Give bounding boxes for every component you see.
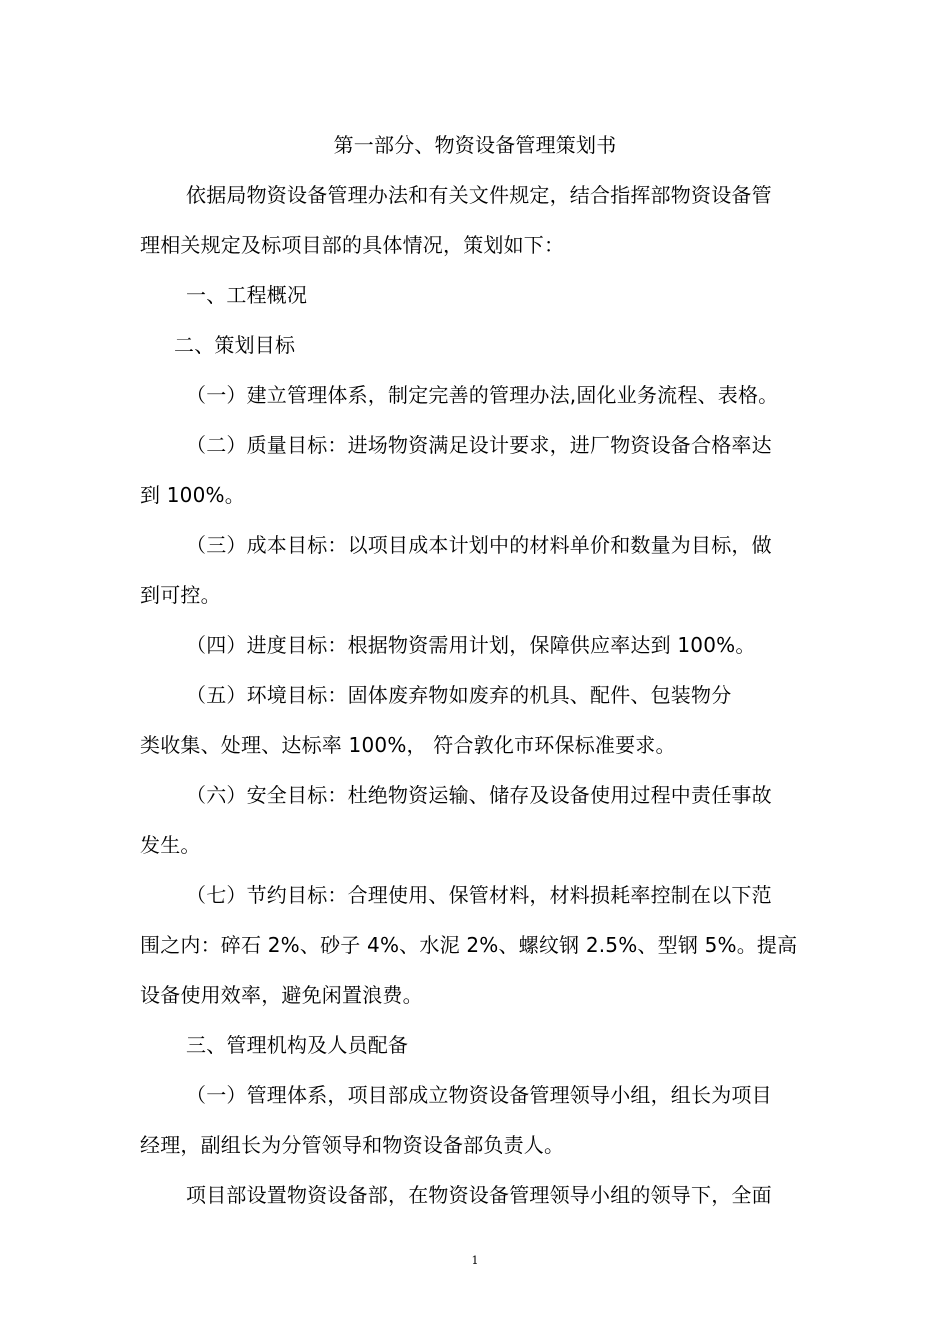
paragraph-line: 项目部设置物资设备部，在物资设备管理领导小组的领导下，全面 [186, 1183, 772, 1207]
paragraph-line: （二）质量目标：进场物资满足设计要求，进厂物资设备合格率达 [186, 433, 772, 457]
paragraph-line: 理相关规定及标项目部的具体情况，策划如下： [140, 233, 565, 257]
paragraph-line: 发生。 [140, 833, 201, 857]
paragraph-line: 经理，副组长为分管领导和物资设备部负责人。 [140, 1133, 565, 1157]
paragraph-line: （五）环境目标：固体废弃物如废弃的机具、配件、包装物分 [186, 683, 732, 707]
paragraph-line: 类收集、处理、达标率 100%， 符合敦化市环保标准要求。 [140, 733, 676, 757]
paragraph-line: 设备使用效率，避免闲置浪费。 [140, 983, 423, 1007]
paragraph-line: （四）进度目标：根据物资需用计划，保障供应率达到 100%。 [186, 633, 756, 657]
paragraph-line: （一）管理体系，项目部成立物资设备管理领导小组，组长为项目 [186, 1083, 772, 1107]
section-heading: 一、工程概况 [186, 283, 308, 307]
paragraph-line: 到 100%。 [140, 483, 245, 507]
section-heading: 三、管理机构及人员配备 [186, 1033, 409, 1057]
paragraph-line: 围之内：碎石 2%、砂子 4%、水泥 2%、螺纹钢 2.5%、型钢 5%。提高 [140, 933, 798, 957]
paragraph-line: （六）安全目标：杜绝物资运输、储存及设备使用过程中责任事故 [186, 783, 772, 807]
document-title: 第一部分、物资设备管理策划书 [333, 133, 617, 157]
section-heading: 二、策划目标 [174, 333, 296, 357]
paragraph-line: （三）成本目标：以项目成本计划中的材料单价和数量为目标，做 [186, 533, 772, 557]
paragraph-line: 到可控。 [140, 583, 221, 607]
paragraph-line: 依据局物资设备管理办法和有关文件规定，结合指挥部物资设备管 [186, 183, 772, 207]
paragraph-line: （一）建立管理体系，制定完善的管理办法,固化业务流程、表格。 [186, 383, 779, 407]
paragraph-line: （七）节约目标：合理使用、保管材料，材料损耗率控制在以下范 [186, 883, 772, 907]
page-number: 1 [471, 1254, 479, 1267]
